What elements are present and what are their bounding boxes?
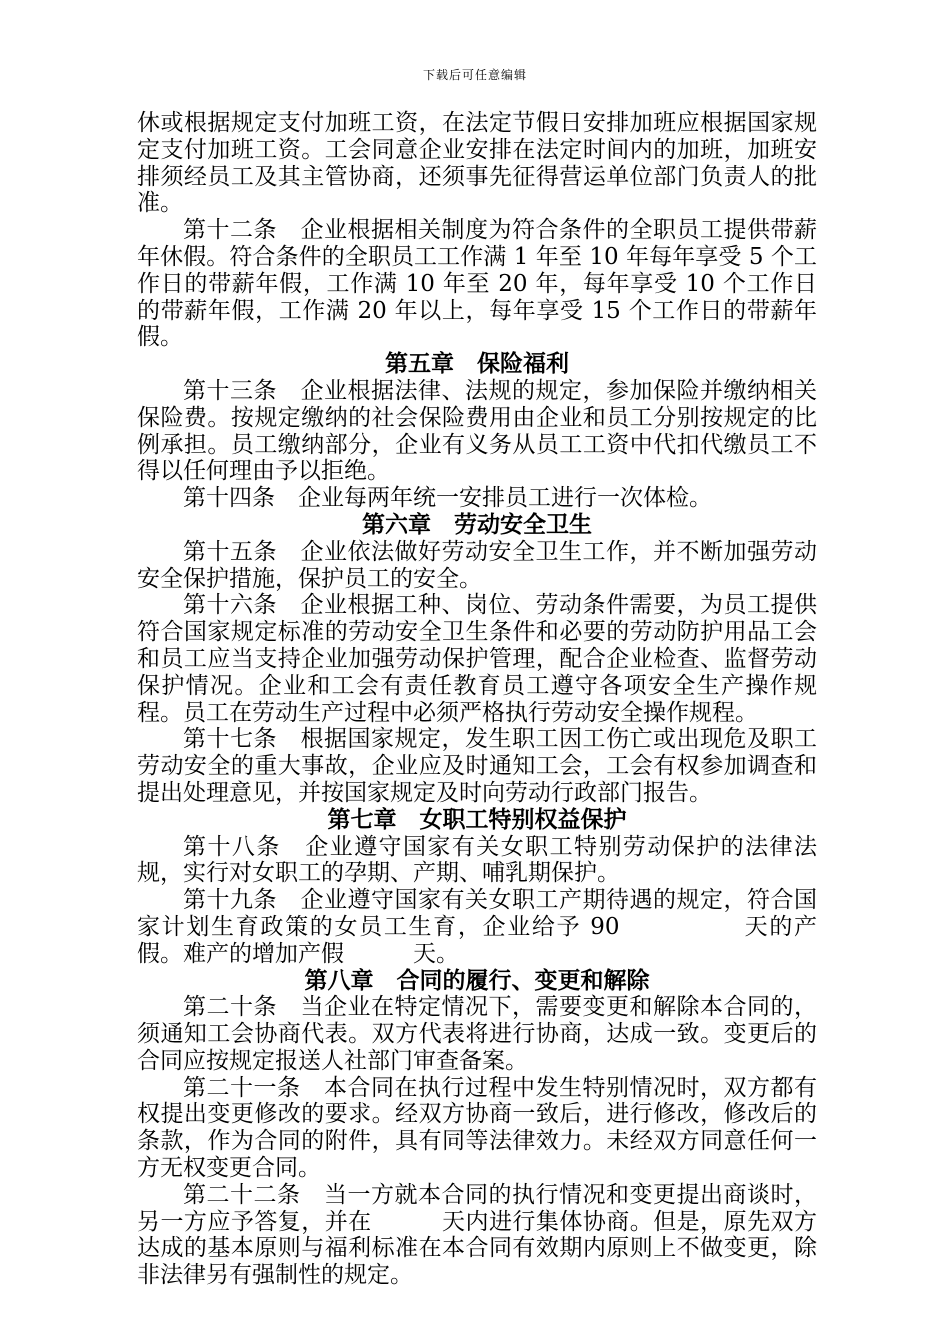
article-paragraph: 第二十二条 当一方就本合同的执行情况和变更提出商谈时，另一方应予答复，并在 天内进行集体协商。但是，原先双方达成的基本原则与福利标准在本合同有效期内原则上不做变更，除非法律另有强制性的规定。 [137, 1181, 817, 1289]
article-paragraph: 第十二条 企业根据相关制度为符合条件的全职员工提供带薪年休假。符合条件的全职员工工作满 1 年至 10 年每年享受 5 个工作日的带薪年假，工作满 10 年至 20 年，每年享受 10 个工作日的带薪年假，工作满 20 年以上，每年享受 15 个工作日的带薪年假。 [137, 217, 817, 351]
article-paragraph: 第二十一条 本合同在执行过程中发生特别情况时，双方都有权提出变更修改的要求。经双方协商一致后，进行修改，修改后的条款，作为合同的附件，具有同等法律效力。未经双方同意任何一方无权变更合同。 [137, 1074, 817, 1182]
document-body [137, 110, 817, 1289]
article-paragraph: 第十八条 企业遵守国家有关女职工特别劳动保护的法律法规，实行对女职工的孕期、产期、哺乳期保护。 [137, 833, 817, 887]
chapter-heading: 第八章 合同的履行、变更和解除 [304, 966, 650, 994]
article-paragraph: 第十六条 企业根据工种、岗位、劳动条件需要，为员工提供符合国家规定标准的劳动安全卫生条件和必要的劳动防护用品工会和员工应当支持企业加强劳动保护管理，配合企业检查、监督劳动保护情况。企业和工会有责任教育员工遵守各项安全生产操作规程。员工在劳动生产过程中必须严格执行劳动安全操作规程。 [137, 592, 817, 726]
page-header: 下载后可任意编辑 [422, 68, 527, 82]
article-paragraph: 第十五条 企业依法做好劳动安全卫生工作，并不断加强劳动安全保护措施，保护员工的安全。 [137, 538, 817, 592]
chapter-heading: 第七章 女职工特别权益保护 [327, 805, 627, 833]
article-paragraph: 第十三条 企业根据法律、法规的规定，参加保险并缴纳相关保险费。按规定缴纳的社会保险费用由企业和员工分别按规定的比例承担。员工缴纳部分，企业有义务从员工工资中代扣代缴员工不得以任何理由予以拒绝。 [137, 377, 817, 485]
article-paragraph: 第二十条 当企业在特定情况下，需要变更和解除本合同的，须通知工会协商代表。双方代表将进行协商，达成一致。变更后的合同应按规定报送人社部门审查备案。 [137, 994, 817, 1074]
chapter-heading: 第六章 劳动安全卫生 [362, 510, 592, 538]
article-paragraph: 休或根据规定支付加班工资，在法定节假日安排加班应根据国家规定支付加班工资。工会同意企业安排在法定时间内的加班，加班安排须经员工及其主管协商，还须事先征得营运单位部门负责人的批准。 [137, 110, 817, 217]
article-paragraph: 第十四条 企业每两年统一安排员工进行一次体检。 [183, 485, 712, 512]
chapter-heading: 第五章 保险福利 [385, 350, 569, 378]
article-paragraph: 第十九条 企业遵守国家有关女职工产期待遇的规定，符合国家计划生育政策的女员工生育，企业给予 90 天的产假。难产的增加产假 天。 [137, 887, 817, 967]
article-paragraph: 第十七条 根据国家规定，发生职工因工伤亡或出现危及职工劳动安全的重大事故，企业应及时通知工会，工会有权参加调查和提出处理意见，并按国家规定及时向劳动行政部门报告。 [137, 726, 817, 806]
